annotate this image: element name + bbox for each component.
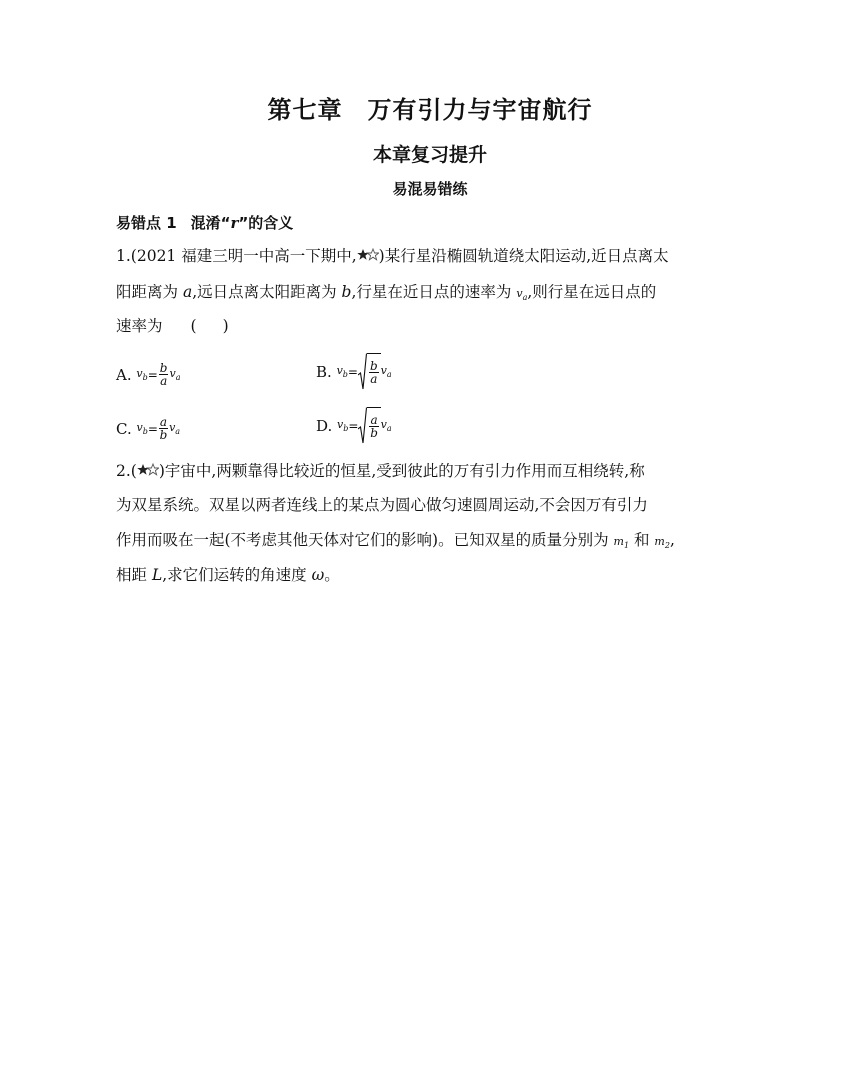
fraction-a-over-b: $\frac{a}{b}$ <box>159 415 168 442</box>
q1-line-2 <box>116 282 656 308</box>
option-b-label: B. <box>316 363 332 381</box>
option-d[interactable]: D. $v_b$ = $\frac{a}{b}$ $v_a$ <box>316 406 392 446</box>
error-point-label: 易错点 1 <box>116 214 177 232</box>
q2-line-2 <box>116 495 648 515</box>
q1-text-2c: ,行星在近日点的速率为 <box>351 283 517 301</box>
q1-source: (2021 福建三明一中高一下期中, <box>130 247 357 265</box>
q2-number: 2. <box>116 462 131 480</box>
option-b[interactable]: B. $v_b$ = $\frac{b}{a}$ $v_a$ <box>316 352 392 392</box>
q2-text-4b: ,求它们运转的角速度 <box>162 566 312 584</box>
q1-line-3 <box>116 316 229 336</box>
two-star-icon <box>357 248 379 262</box>
q2-line-3: 作用而吸在一起(不考虑其他天体对它们的影响)。已知双星的质量分别为 $m_1$ 和 $m_2$, <box>116 531 675 551</box>
q2-text-3a: 作用而吸在一起(不考虑其他天体对它们的影响)。已知双星的质量分别为 <box>116 531 614 549</box>
var-L: L <box>151 566 163 584</box>
q1-line-1 <box>116 246 669 266</box>
q2-line-4: 相距 L,求它们运转的角速度 ω。 <box>116 566 340 584</box>
chapter-title: 第七章 万有引力与宇宙航行 <box>267 96 593 124</box>
q2-text-2: 为双星系统。双星以两者连线上的某点为圆心做匀速圆周运动,不会因万有引力 <box>116 496 648 514</box>
answer-paren-close: ) <box>222 317 229 335</box>
q2-text-3b: 和 <box>629 531 655 549</box>
q1-text-1: )某行星沿椭圆轨道绕太阳运动,近日点离太 <box>378 247 669 265</box>
option-c-label: C. <box>116 420 132 438</box>
answer-paren-open: ( <box>190 317 197 335</box>
q2-text-4a: 相距 <box>116 566 152 584</box>
error-point-heading <box>116 212 293 233</box>
two-star-icon <box>137 463 159 477</box>
error-point-title-end: ”的含义 <box>238 214 294 232</box>
var-va: $v_a$ <box>516 287 528 303</box>
option-c[interactable]: C. $v_b$ = $\frac{a}{b}$ $v_a$ <box>116 415 181 442</box>
fraction-b-over-a: $\frac{b}{a}$ <box>159 361 168 388</box>
q1-text-2b: ,远日点离太阳距离为 <box>192 283 342 301</box>
sqrt-a-over-b: $\frac{a}{b}$ <box>358 407 380 445</box>
section-title: 本章复习提升 <box>372 144 487 166</box>
q1-text-3: 速率为 <box>116 317 163 335</box>
sub-title: 易混易错练 <box>392 180 468 198</box>
q2-line-1: 2.( )宇宙中,两颗靠得比较近的恒星,受到彼此的万有引力作用而互相绕转,称 <box>116 462 645 480</box>
var-b: b <box>341 283 352 301</box>
error-point-variable: r <box>230 214 239 232</box>
option-a-label: A. <box>116 366 132 384</box>
sqrt-b-over-a: $\frac{b}{a}$ <box>358 353 381 391</box>
q1-number: 1. <box>116 247 131 265</box>
var-m1: $m_1$ <box>613 535 630 551</box>
q1-text-2d: ,则行星在远日点的 <box>527 283 657 301</box>
var-omega: ω <box>311 566 325 584</box>
var-m2: $m_2$ <box>654 535 670 551</box>
option-d-label: D. <box>316 417 333 435</box>
q1-text-2a: 阳距离为 <box>116 283 183 301</box>
error-point-title-start: 混淆“ <box>190 214 231 232</box>
q2-text-1: )宇宙中,两颗靠得比较近的恒星,受到彼此的万有引力作用而互相绕转,称 <box>158 462 645 480</box>
option-a[interactable]: A. $v_b$ = $\frac{b}{a}$ $v_a$ <box>116 361 181 388</box>
var-a: a <box>182 283 193 301</box>
